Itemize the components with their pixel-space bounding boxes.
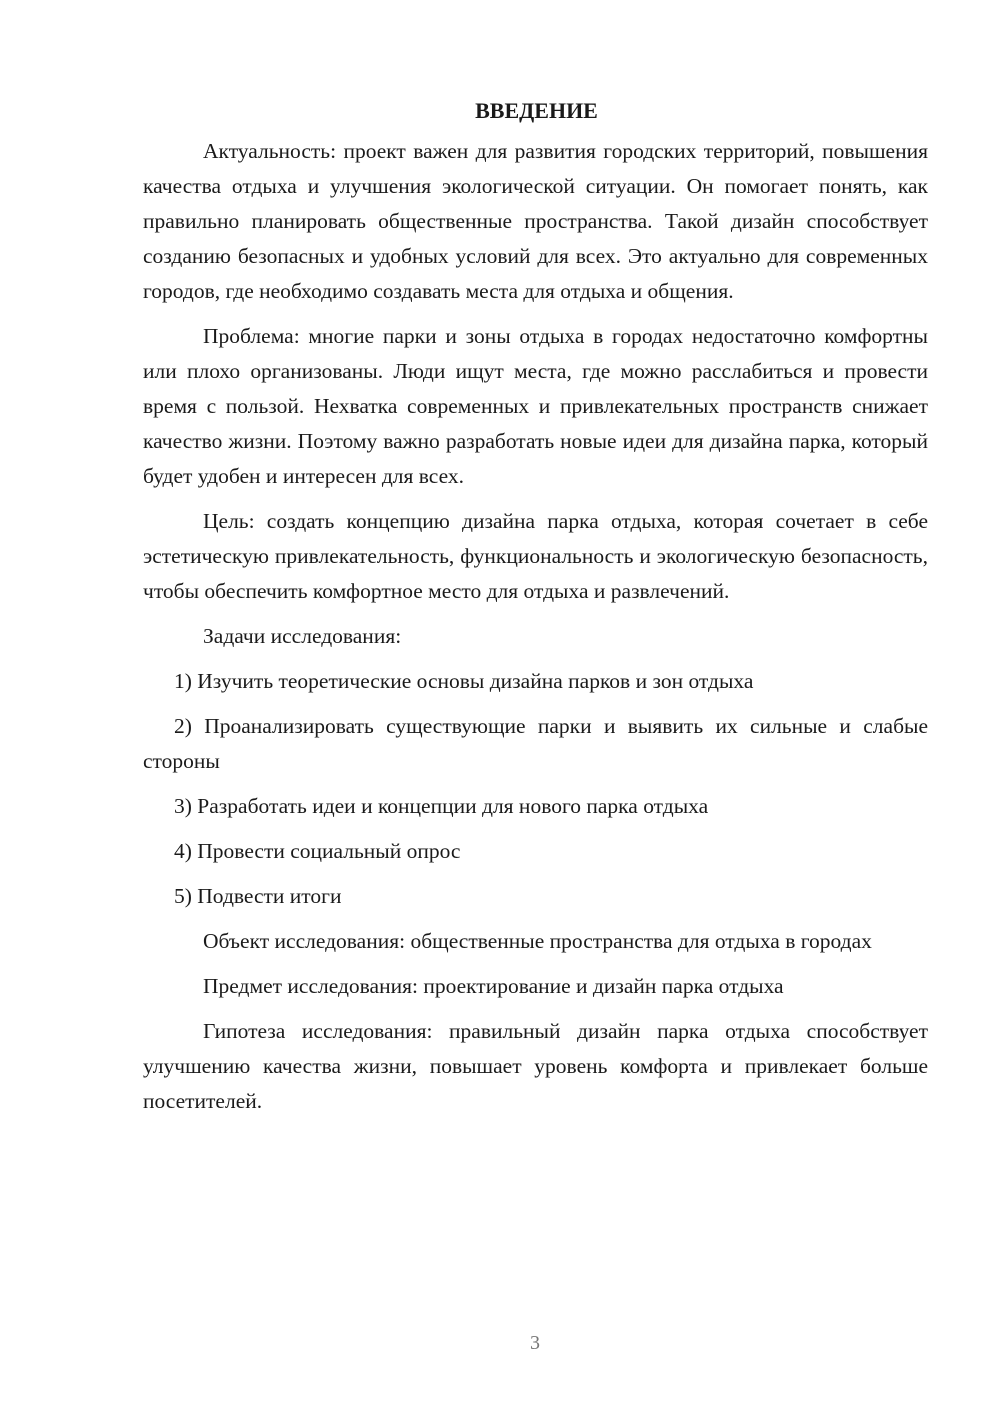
goal-paragraph: Цель: создать концепцию дизайна парка отдыха, которая сочетает в себе эстетическую привлекательность, функциональность и экологическую безопасность, чтобы обеспечить комфортное место для отдыха и развлечений. <box>143 509 928 603</box>
task-item: 1) Изучить теоретические основы дизайна парков и зон отдыха <box>174 669 754 693</box>
subject-paragraph: Предмет исследования: проектирование и дизайн парка отдыха <box>203 974 784 998</box>
problem-paragraph: Проблема: многие парки и зоны отдыха в городах недостаточно комфортны или плохо организованы. Люди ищут места, где можно расслабиться и провести время с пользой. Нехватка современных и привлекательных пространств снижает качество жизни. Поэтому важно разработать новые идеи для дизайна парка, который будет удобен и интересен для всех. <box>143 324 928 488</box>
tasks-title: Задачи исследования: <box>203 624 402 648</box>
task-item: 2) Проанализировать существующие парки и выявить их сильные и слабые стороны <box>143 714 928 773</box>
document-page <box>143 96 928 1129</box>
hypothesis-paragraph: Гипотеза исследования: правильный дизайн парка отдыха способствует улучшению качества жизни, повышает уровень комфорта и привлекает больше посетителей. <box>143 1019 928 1113</box>
section-heading: ВВЕДЕНИЕ <box>475 98 598 123</box>
task-item: 5) Подвести итоги <box>174 884 342 908</box>
task-item: 3) Разработать идеи и концепции для нового парка отдыха <box>174 794 709 818</box>
task-item: 4) Провести социальный опрос <box>174 839 461 863</box>
object-paragraph: Объект исследования: общественные пространства для отдыха в городах <box>203 929 872 953</box>
page-number: 3 <box>530 1332 540 1354</box>
relevance-paragraph: Актуальность: проект важен для развития городских территорий, повышения качества отдыха и улучшения экологической ситуации. Он помогает понять, как правильно планировать общественные пространства. Такой дизайн способствует созданию безопасных и удобных условий для всех. Это актуально для современных городов, где необходимо создавать места для отдыха и общения. <box>143 139 928 303</box>
